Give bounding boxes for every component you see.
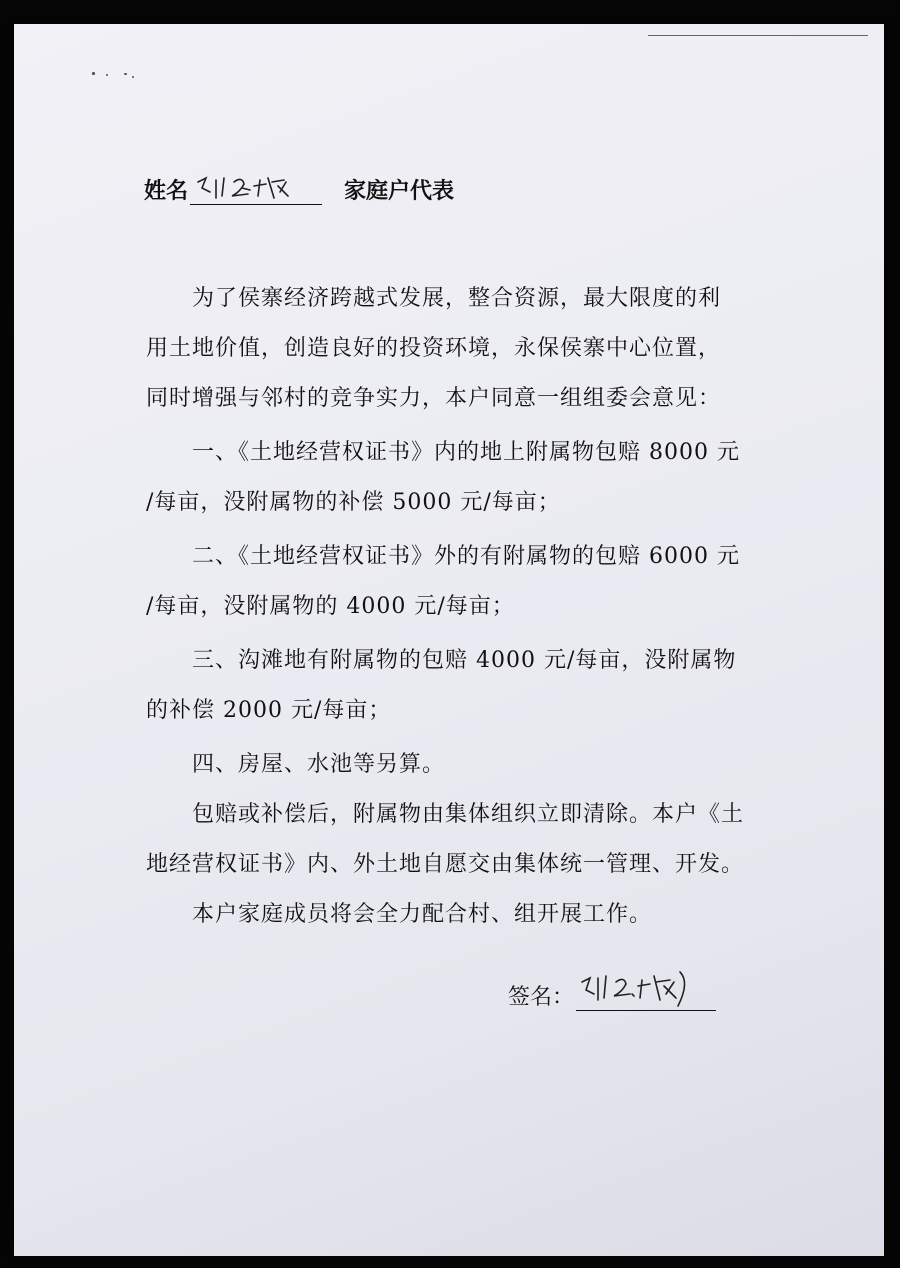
body-line: /每亩，没附属物的补偿 5000 元/每亩； (146, 490, 561, 515)
body-line: /每亩，没附属物的 4000 元/每亩； (146, 594, 515, 619)
body-line: 包赔或补偿后，附属物由集体组织立即清除。本户《土 (192, 802, 745, 827)
document-page (14, 24, 884, 1256)
signature-field (576, 978, 716, 1011)
body-line: 为了侯寨经济跨越式发展，整合资源，最大限度的利 (192, 286, 722, 311)
signature-label: 签名： (508, 985, 575, 1010)
top-rule-line (648, 35, 868, 36)
header-line (144, 174, 454, 205)
body-line: 地经营权证书》内、外土地自愿交由集体统一管理、开发。 (146, 852, 745, 877)
scan-specks (92, 68, 152, 80)
handwritten-name-signature (192, 172, 312, 202)
body-line: 的补偿 2000 元/每亩； (146, 698, 392, 723)
handwritten-signature (578, 968, 708, 1008)
body-text (146, 274, 796, 940)
body-line: 四、房屋、水池等另算。 (192, 752, 446, 777)
body-line: 三、沟滩地有附属物的包赔 4000 元/每亩，没附属物 (192, 648, 737, 673)
role-label: 家庭户代表 (344, 178, 455, 204)
body-line: 一、《土地经营权证书》内的地上附属物包赔 8000 元 (192, 440, 740, 465)
body-line: 本户家庭成员将会全力配合村、组开展工作。 (192, 902, 653, 927)
body-line: 同时增强与邻村的竞争实力，本户同意一组组委会意见： (146, 386, 722, 411)
name-label: 姓名 (144, 178, 189, 204)
signature-line (508, 978, 716, 1011)
body-line: 用土地价值，创造良好的投资环境，永保侯寨中心位置， (146, 336, 722, 361)
name-field (190, 176, 322, 205)
body-line: 二、《土地经营权证书》外的有附属物的包赔 6000 元 (192, 544, 740, 569)
